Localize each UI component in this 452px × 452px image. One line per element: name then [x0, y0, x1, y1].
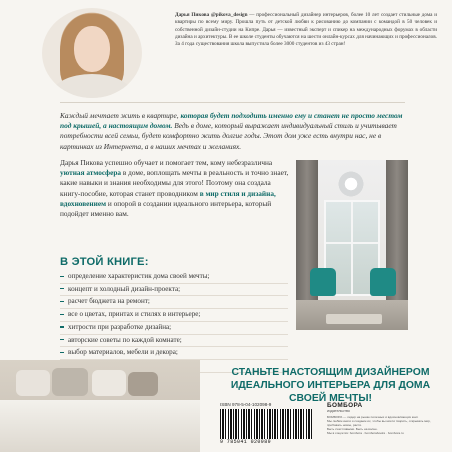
list-item: все о цветах, принтах и стилях в интерьере; — [60, 309, 288, 322]
main-part1: Дарья Пикова успешно обучает и помогает тем, кому небезразлична — [60, 158, 273, 167]
list-item: концепт и холодный дизайн-проекта; — [60, 284, 288, 297]
author-bio — [175, 12, 437, 48]
list-item: авторские советы по каждой комнате; — [60, 335, 288, 348]
author-name: Дарья Пикова @pikova_design — [175, 12, 248, 18]
isbn-label: ISBN 978-5-04-102098-9 — [220, 402, 272, 407]
rug — [326, 314, 382, 324]
interior-photo — [296, 160, 408, 330]
armchair-left — [310, 268, 336, 296]
pillow — [92, 370, 126, 396]
pillow — [16, 370, 50, 396]
barcode-number: 9 785041 020989 — [220, 439, 272, 445]
list-item: хитрости при разработке дизайна; — [60, 322, 288, 335]
armchair-right — [370, 268, 396, 296]
main-highlight-1: уютная атмосфера — [60, 168, 122, 178]
pillow — [128, 372, 158, 396]
blanket — [0, 400, 200, 452]
list-item: расчет бюджета на ремонт; — [60, 296, 288, 309]
divider — [60, 102, 405, 103]
publisher-block — [327, 402, 442, 435]
bio-text: — профессиональный дизайнер интерьеров, более 10 лет создает стильные дома и квартиры по всему миру. Прошла путь от детской любви к рисованию до компании с командой в 50 человек и собственной дизайн-студии на Кипре. Дарья — известный эксперт и спикер на международных форумах в области дизайна и архитектуры. В ее школе студенты обучаются на шести онлайн-курсах для начинающих и профессионалов. За 4 года существования школа выпустила более 3000 студентов из 43 стран! — [175, 12, 437, 48]
face-shape — [74, 26, 110, 72]
main-paragraph — [60, 158, 290, 219]
intro-highlight: которая будет подходить именно ему и станет не просто местом под крышей, а настоящим домом. — [60, 111, 403, 131]
list-item: определение характеристик дома своей мечты; — [60, 271, 288, 284]
chandelier — [336, 170, 366, 198]
book-contents-heading: В ЭТОЙ КНИГЕ: — [60, 256, 149, 268]
barcode — [220, 409, 312, 439]
publisher-text: Быть счастливыми. Быть на волне. — [327, 427, 378, 431]
author-photo — [42, 8, 142, 98]
isbn-block — [220, 402, 320, 446]
publisher-logo-sub: издательство — [327, 409, 350, 413]
publisher-text: БОМБОРА — лидер на рынке полезных и вдохновляющих книг. — [327, 415, 419, 419]
main-part3: и опорой в создании идеального интерьера, который подойдет именно вам. — [60, 198, 272, 219]
publisher-text: Мы в соцсетях: bombora · bomborabooks · bombora.ru — [327, 431, 404, 435]
pillow — [52, 368, 88, 396]
call-to-action: СТАНЬТЕ НАСТОЯЩИМ ДИЗАЙНЕРОМ ИДЕАЛЬНОГО ИНТЕРЬЕРА ДЛЯ ДОМА СВОЕЙ МЕЧТЫ! — [230, 367, 431, 404]
publisher-text: Мы любим книги и создаем их, чтобы вы могли творить, открывать мир, пробовать новое, расти. — [327, 419, 431, 427]
intro-part1: Каждый мечтает жить в квартире, — [60, 111, 181, 120]
intro-part2: Ведь в доме, который выражает индивидуальный стиль и учитывает потребности всей семьи, будет комфортно жить долгие годы. Этот дом уже есть внутри нас, не в картинках из Интернета, а в наших мечтах и желаниях. — [60, 121, 397, 151]
list-item: выбор материалов, мебели и декора; — [60, 347, 288, 360]
bedroom-photo — [0, 360, 200, 452]
publisher-logo: БОМБОРА — [327, 402, 363, 409]
main-part2: в доме, воплощать мечты в реальность и точно знает, какие навыки и знания необходимы для этого! Поэтому она создала книгу-пособие, которая станет проводником — [60, 168, 289, 198]
main-highlight-2: в мир стиля и дизайна, вдохновением — [60, 188, 276, 208]
intro-paragraph — [60, 111, 405, 152]
book-contents-list — [60, 271, 288, 373]
